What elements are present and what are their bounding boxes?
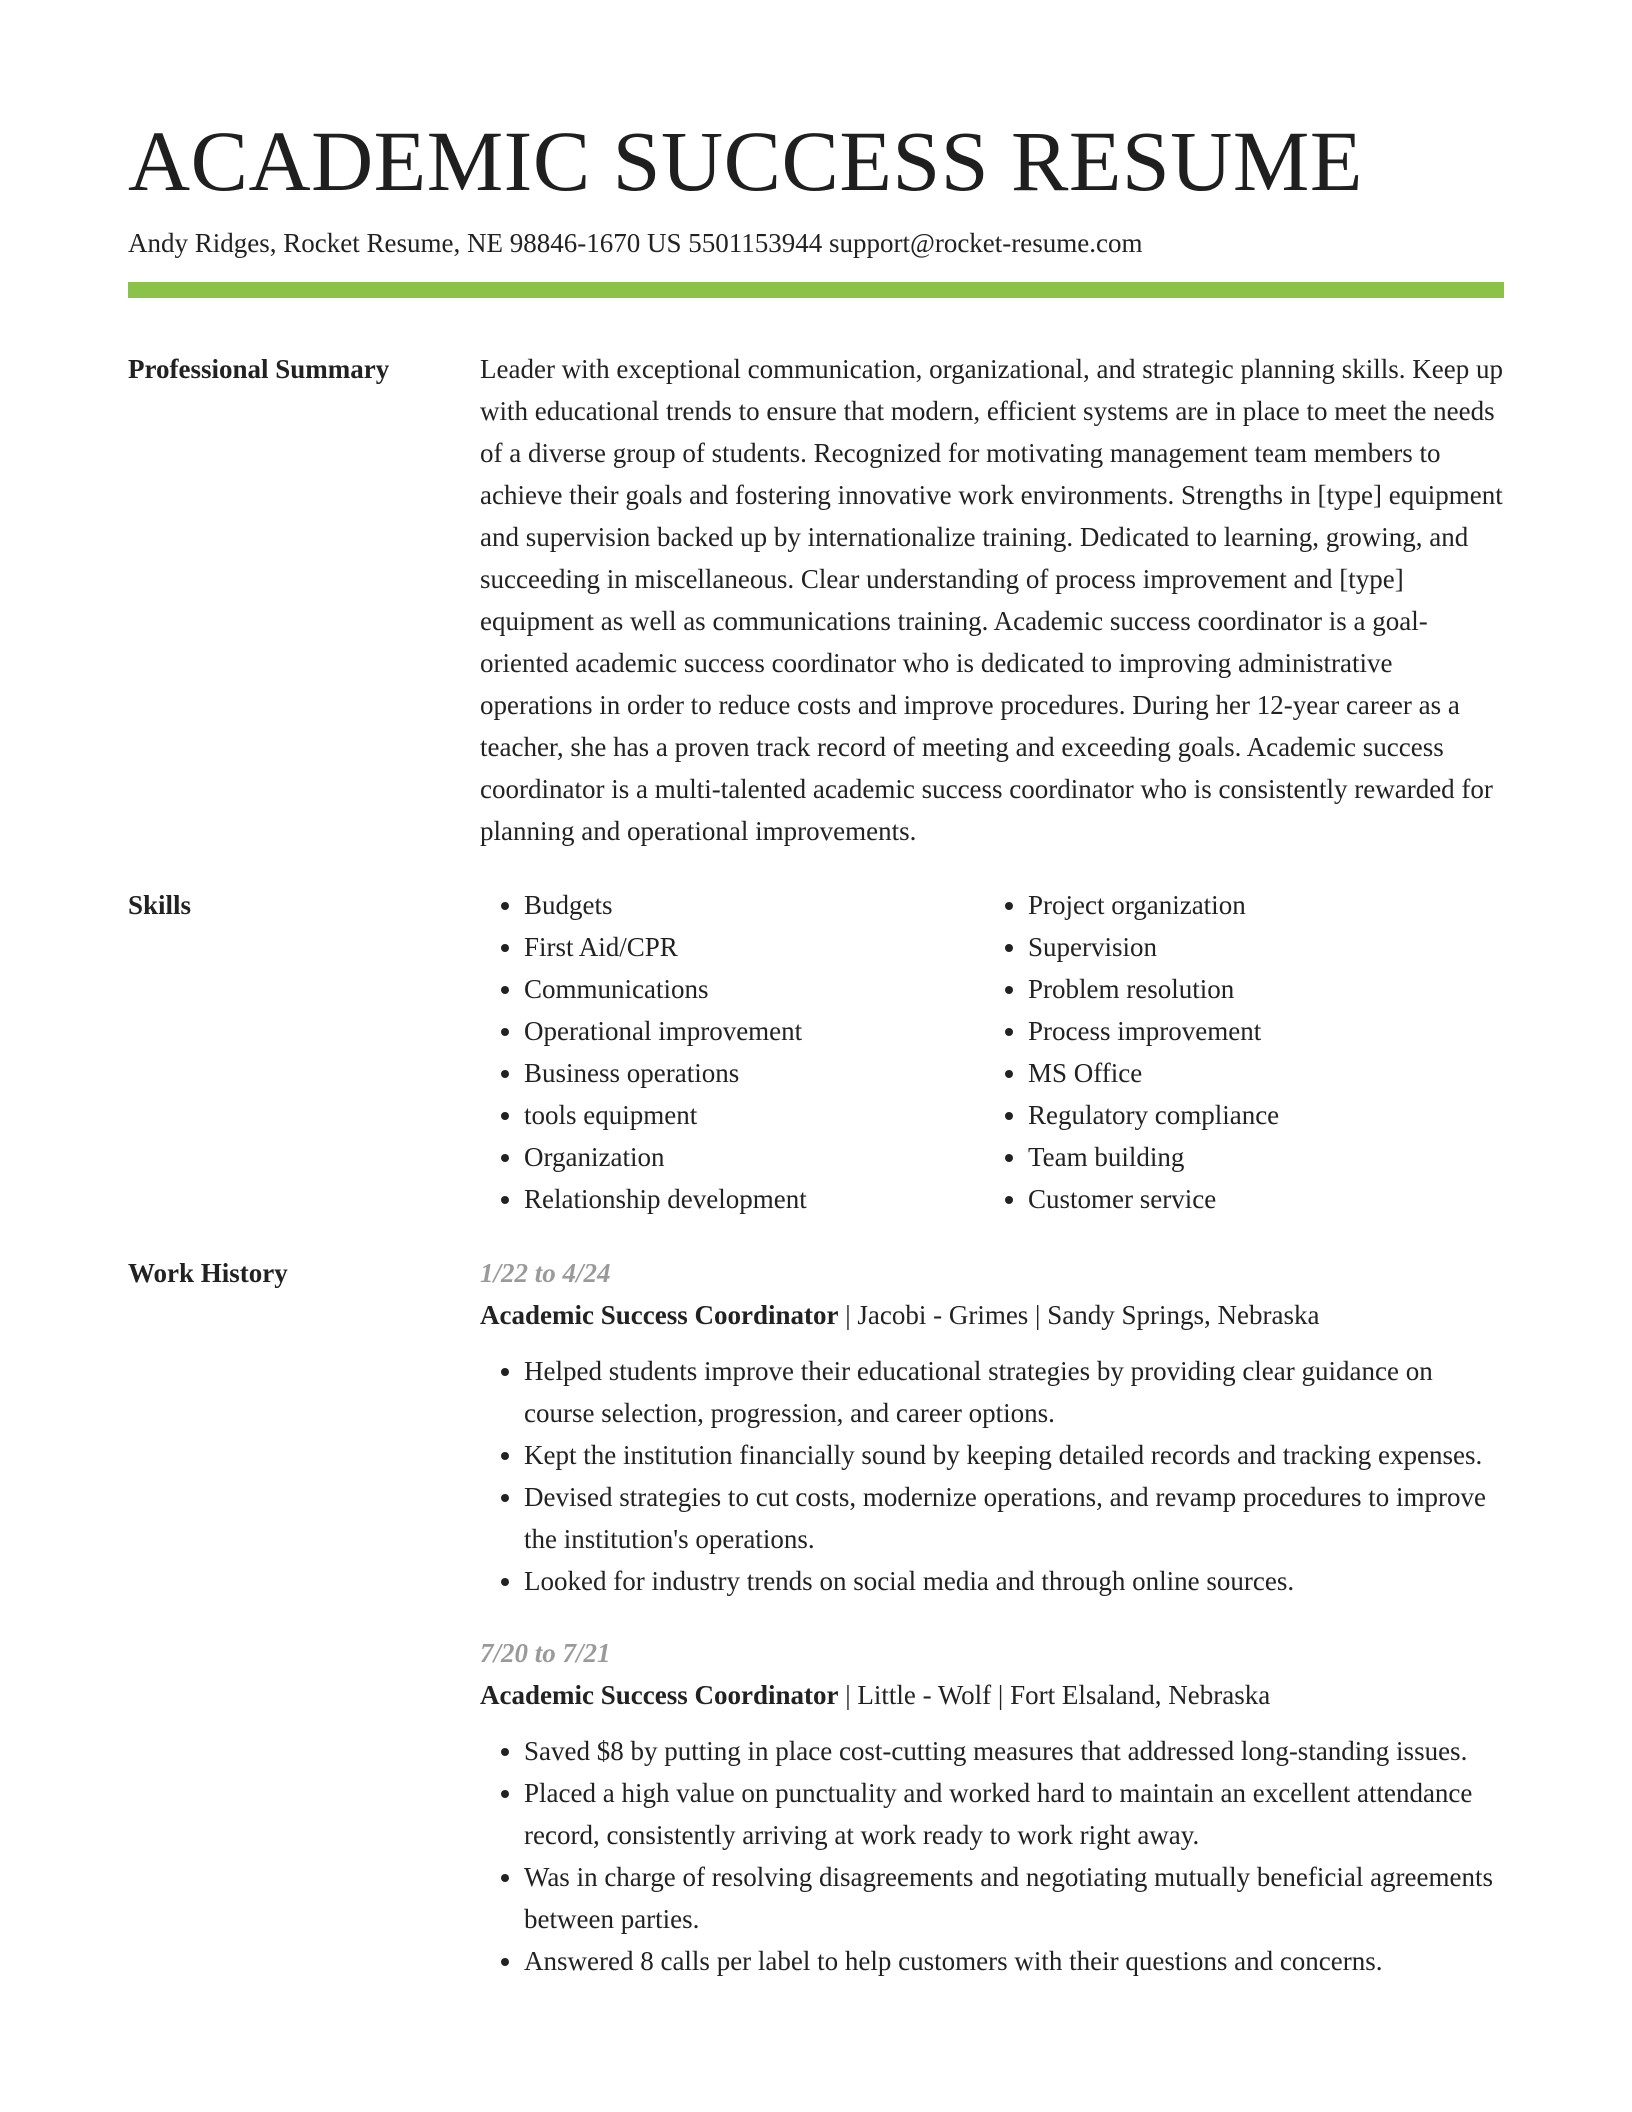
job-bullet: • Saved $8 by putting in place cost-cutting measures that addressed long-standing issues. — [524, 1730, 1504, 1772]
job-bullet: • Devised strategies to cut costs, modernize operations, and revamp procedures to improve the institution's operations. — [524, 1476, 1504, 1560]
job-bullet: • Was in charge of resolving disagreements and negotiating mutually beneficial agreements between parties. — [524, 1856, 1504, 1940]
skills-list-left — [480, 884, 984, 1220]
job-heading — [480, 1294, 1504, 1336]
skill-item: • Regulatory compliance — [1028, 1094, 1279, 1136]
job-entry — [480, 1252, 1504, 1602]
skill-item: • Organization — [524, 1136, 984, 1178]
job-dates: 7/20 to 7/21 — [480, 1638, 611, 1668]
professional-summary-section — [128, 348, 1504, 852]
skill-item: • Budgets — [524, 884, 984, 926]
section-label: Professional Summary — [128, 354, 390, 384]
skill-item: • MS Office — [1028, 1052, 1279, 1094]
skill-item: • Supervision — [1028, 926, 1279, 968]
skill-item: • Business operations — [524, 1052, 984, 1094]
job-bullet: • Helped students improve their educational strategies by providing clear guidance on course selection, progression, and career options. — [524, 1350, 1504, 1434]
skills-section — [128, 884, 1504, 1220]
job-employer-location: | Little - Wolf | Fort Elsaland, Nebraska — [838, 1680, 1271, 1710]
skill-item: • Operational improvement — [524, 1010, 984, 1052]
skill-item: • Process improvement — [1028, 1010, 1279, 1052]
section-label: Skills — [128, 890, 192, 920]
skill-item: • Relationship development — [524, 1178, 984, 1220]
job-heading — [480, 1674, 1504, 1716]
skill-item: • Problem resolution — [1028, 968, 1279, 1010]
section-label: Work History — [128, 1258, 288, 1288]
job-bullets — [480, 1730, 1504, 1982]
skill-item: • Project organization — [1028, 884, 1279, 926]
page-title: ACADEMIC SUCCESS RESUME — [128, 113, 1363, 209]
jobs-list — [480, 1252, 1504, 1982]
job-employer-location: | Jacobi - Grimes | Sandy Springs, Nebraska — [838, 1300, 1320, 1330]
skill-item: • Team building — [1028, 1136, 1279, 1178]
job-title: Academic Success Coordinator — [480, 1680, 839, 1710]
job-title: Academic Success Coordinator — [480, 1300, 839, 1330]
job-bullet: • Looked for industry trends on social media and through online sources. — [524, 1560, 1504, 1602]
job-entry — [480, 1632, 1504, 1982]
job-bullet: • Placed a high value on punctuality and worked hard to maintain an excellent attendance record, consistently arriving at work ready to work right away. — [524, 1772, 1504, 1856]
skill-item: • Communications — [524, 968, 984, 1010]
job-bullet: • Answered 8 calls per label to help customers with their questions and concerns. — [524, 1940, 1504, 1982]
job-dates: 1/22 to 4/24 — [480, 1258, 611, 1288]
work-history-section — [128, 1252, 1504, 1982]
skill-item: • Customer service — [1028, 1178, 1279, 1220]
skills-list-right — [984, 884, 1279, 1220]
summary-text: Leader with exceptional communication, organizational, and strategic planning skills. Keep up with educational trends to ensure that modern, efficient systems are in place to meet the needs of a diverse group of students. Recognized for motivating management team members to achieve their goals and fostering innovative work environments. Strengths in [type] equipment and supervision backed up by internationalize training. Dedicated to learning, growing, and succeeding in miscellaneous. Clear understanding of process improvement and [type] equipment as well as communications training. Academic success coordinator is a goal-oriented academic success coordinator who is dedicated to improving administrative operations in order to reduce costs and improve procedures. During her 12-year career as a teacher, she has a proven track record of meeting and exceeding goals. Academic success coordinator is a multi-talented academic success coordinator who is consistently rewarded for planning and operational improvements. — [480, 354, 1503, 846]
job-bullets — [480, 1350, 1504, 1602]
accent-divider — [128, 282, 1504, 298]
skill-item: • First Aid/CPR — [524, 926, 984, 968]
resume-page — [128, 0, 1504, 1982]
skill-item: • tools equipment — [524, 1094, 984, 1136]
job-bullet: • Kept the institution financially sound by keeping detailed records and tracking expenses. — [524, 1434, 1504, 1476]
contact-info: Andy Ridges, Rocket Resume, NE 98846-1670 US 5501153944 support@rocket-resume.com — [128, 228, 1143, 258]
